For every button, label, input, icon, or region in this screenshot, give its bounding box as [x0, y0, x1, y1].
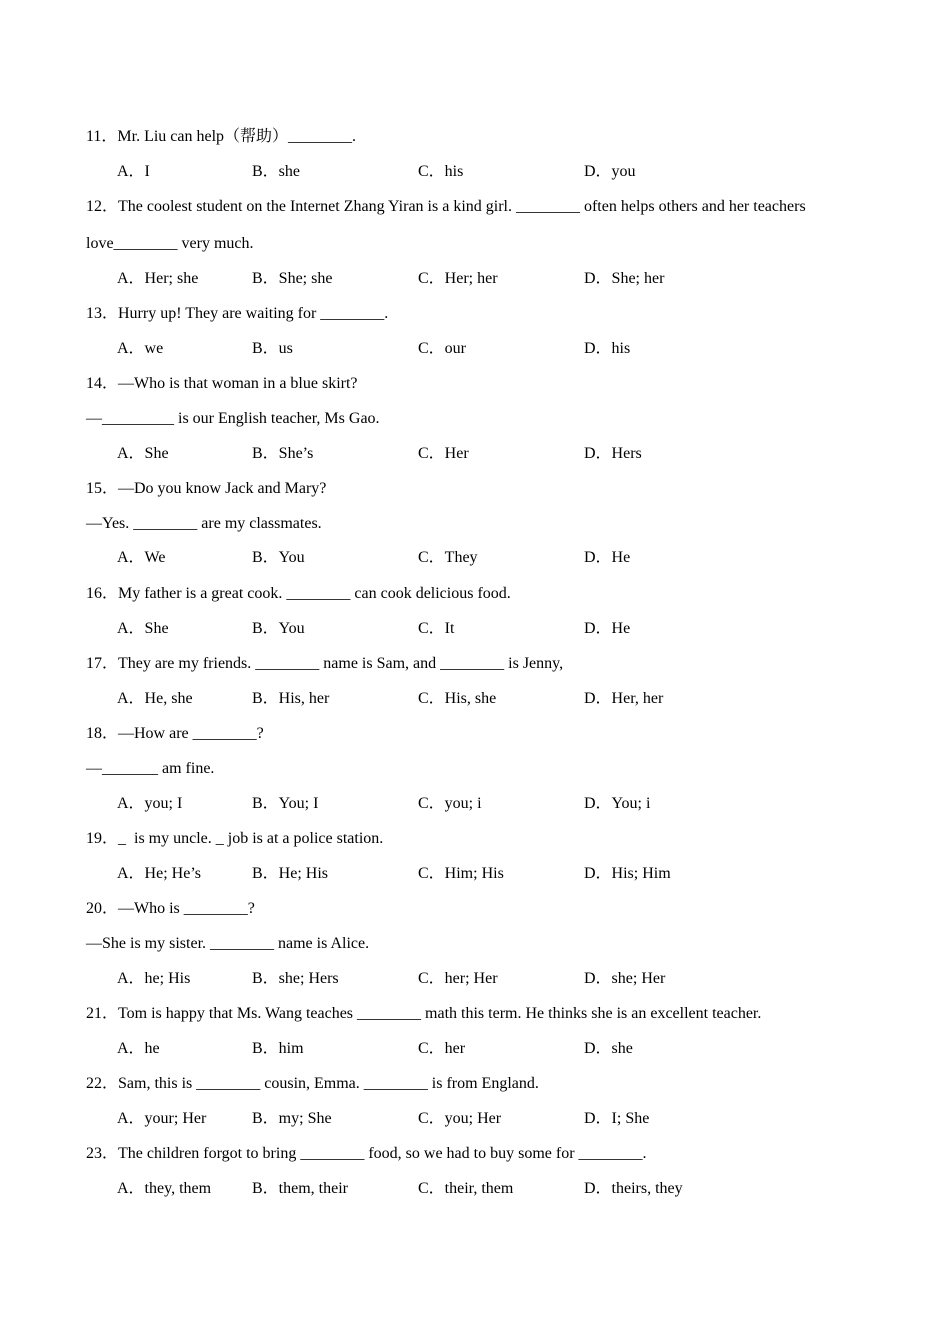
option-b[interactable]: B．she; Hers — [252, 970, 339, 987]
question-16-text: 16．My father is a great cook. ________ can cook delicious food. — [86, 585, 511, 602]
option-a[interactable]: A．you; I — [117, 795, 183, 812]
option-c[interactable]: C．you; i — [418, 795, 482, 812]
option-a[interactable]: A．He; He’s — [117, 865, 201, 882]
option-a[interactable]: A．Her; she — [117, 270, 199, 287]
option-d[interactable]: D．Her, her — [584, 690, 664, 707]
option-b[interactable]: B．You — [252, 549, 305, 566]
question-15-text-cont: —Yes. ________ are my classmates. — [86, 515, 322, 532]
option-a[interactable]: A．your; Her — [117, 1110, 207, 1127]
option-d[interactable]: D．I; She — [584, 1110, 650, 1127]
option-b[interactable]: B．she — [252, 163, 301, 180]
option-c[interactable]: C．her; Her — [418, 970, 498, 987]
option-d[interactable]: D．His; Him — [584, 865, 671, 882]
question-22-options — [117, 1109, 877, 1129]
question-13-options — [117, 339, 877, 359]
option-b[interactable]: B．She; she — [252, 270, 333, 287]
option-d[interactable]: D．she; Her — [584, 970, 666, 987]
question-18-text-cont: —_______ am fine. — [86, 760, 215, 777]
option-b[interactable]: B．He; His — [252, 865, 329, 882]
option-c[interactable]: C．our — [418, 340, 467, 357]
question-17-text: 17．They are my friends. ________ name is Sam, and ________ is Jenny, — [86, 655, 564, 672]
question-14-options — [117, 444, 877, 464]
question-12-options — [117, 269, 877, 289]
option-d[interactable]: D．He — [584, 549, 631, 566]
option-d[interactable]: D．his — [584, 340, 631, 357]
question-13-text: 13．Hurry up! They are waiting for ________. — [86, 305, 389, 322]
option-a[interactable]: A．He, she — [117, 690, 193, 707]
option-c[interactable]: C．They — [418, 549, 478, 566]
question-23-text: 23．The children forgot to bring ________ food, so we had to buy some for ________. — [86, 1145, 647, 1162]
question-17-options — [117, 689, 877, 709]
question-22-text: 22．Sam, this is ________ cousin, Emma. ________ is from England. — [86, 1075, 539, 1092]
option-a[interactable]: A．She — [117, 620, 169, 637]
option-b[interactable]: B．She’s — [252, 445, 314, 462]
option-c[interactable]: C．his — [418, 163, 464, 180]
option-b[interactable]: B．them, their — [252, 1180, 348, 1197]
question-21-options — [117, 1039, 877, 1059]
question-16-options — [117, 619, 877, 639]
option-a[interactable]: A．She — [117, 445, 169, 462]
option-b[interactable]: B．him — [252, 1040, 304, 1057]
question-15-text: 15．—Do you know Jack and Mary? — [86, 480, 327, 497]
question-12-text: 12．The coolest student on the Internet Zhang Yiran is a kind girl. ________ often helps others and her teachers — [86, 198, 806, 215]
option-b[interactable]: B．You; I — [252, 795, 319, 812]
option-b[interactable]: B．my; She — [252, 1110, 332, 1127]
question-18-options — [117, 794, 877, 814]
option-d[interactable]: D．He — [584, 620, 631, 637]
question-11-options — [117, 162, 877, 182]
question-21-text: 21．Tom is happy that Ms. Wang teaches ________ math this term. He thinks she is an excellent teacher. — [86, 1005, 762, 1022]
option-b[interactable]: B．His, her — [252, 690, 330, 707]
option-c[interactable]: C．It — [418, 620, 455, 637]
option-c[interactable]: C．His, she — [418, 690, 497, 707]
question-20-text-cont: —She is my sister. ________ name is Alice. — [86, 935, 370, 952]
question-20-text: 20．—Who is ________? — [86, 900, 255, 917]
question-14-text-cont: —_________ is our English teacher, Ms Gao. — [86, 410, 380, 427]
question-19-text: 19．_ is my uncle. _ job is at a police station. — [86, 830, 384, 847]
question-12-text-cont: love________ very much. — [86, 235, 254, 252]
option-d[interactable]: D．She; her — [584, 270, 665, 287]
question-11-text: 11．Mr. Liu can help（帮助）________. — [86, 128, 357, 145]
option-d[interactable]: D．you — [584, 163, 636, 180]
question-14-text: 14．—Who is that woman in a blue skirt? — [86, 375, 358, 392]
question-15-options — [117, 548, 877, 568]
option-a[interactable]: A．they, them — [117, 1180, 212, 1197]
option-c[interactable]: C．Him; His — [418, 865, 504, 882]
option-d[interactable]: D．Hers — [584, 445, 642, 462]
question-20-options — [117, 969, 877, 989]
option-a[interactable]: A．I — [117, 163, 150, 180]
option-a[interactable]: A．we — [117, 340, 164, 357]
option-d[interactable]: D．she — [584, 1040, 633, 1057]
option-a[interactable]: A．he; His — [117, 970, 191, 987]
option-c[interactable]: C．their, them — [418, 1180, 514, 1197]
question-23-options — [117, 1179, 877, 1199]
option-b[interactable]: B．You — [252, 620, 305, 637]
option-a[interactable]: A．he — [117, 1040, 160, 1057]
option-c[interactable]: C．Her — [418, 445, 469, 462]
option-c[interactable]: C．you; Her — [418, 1110, 502, 1127]
option-a[interactable]: A．We — [117, 549, 166, 566]
question-19-options — [117, 864, 877, 884]
option-b[interactable]: B．us — [252, 340, 293, 357]
option-d[interactable]: D．theirs, they — [584, 1180, 683, 1197]
option-c[interactable]: C．Her; her — [418, 270, 498, 287]
question-18-text: 18．—How are ________? — [86, 725, 264, 742]
option-c[interactable]: C．her — [418, 1040, 466, 1057]
option-d[interactable]: D．You; i — [584, 795, 651, 812]
